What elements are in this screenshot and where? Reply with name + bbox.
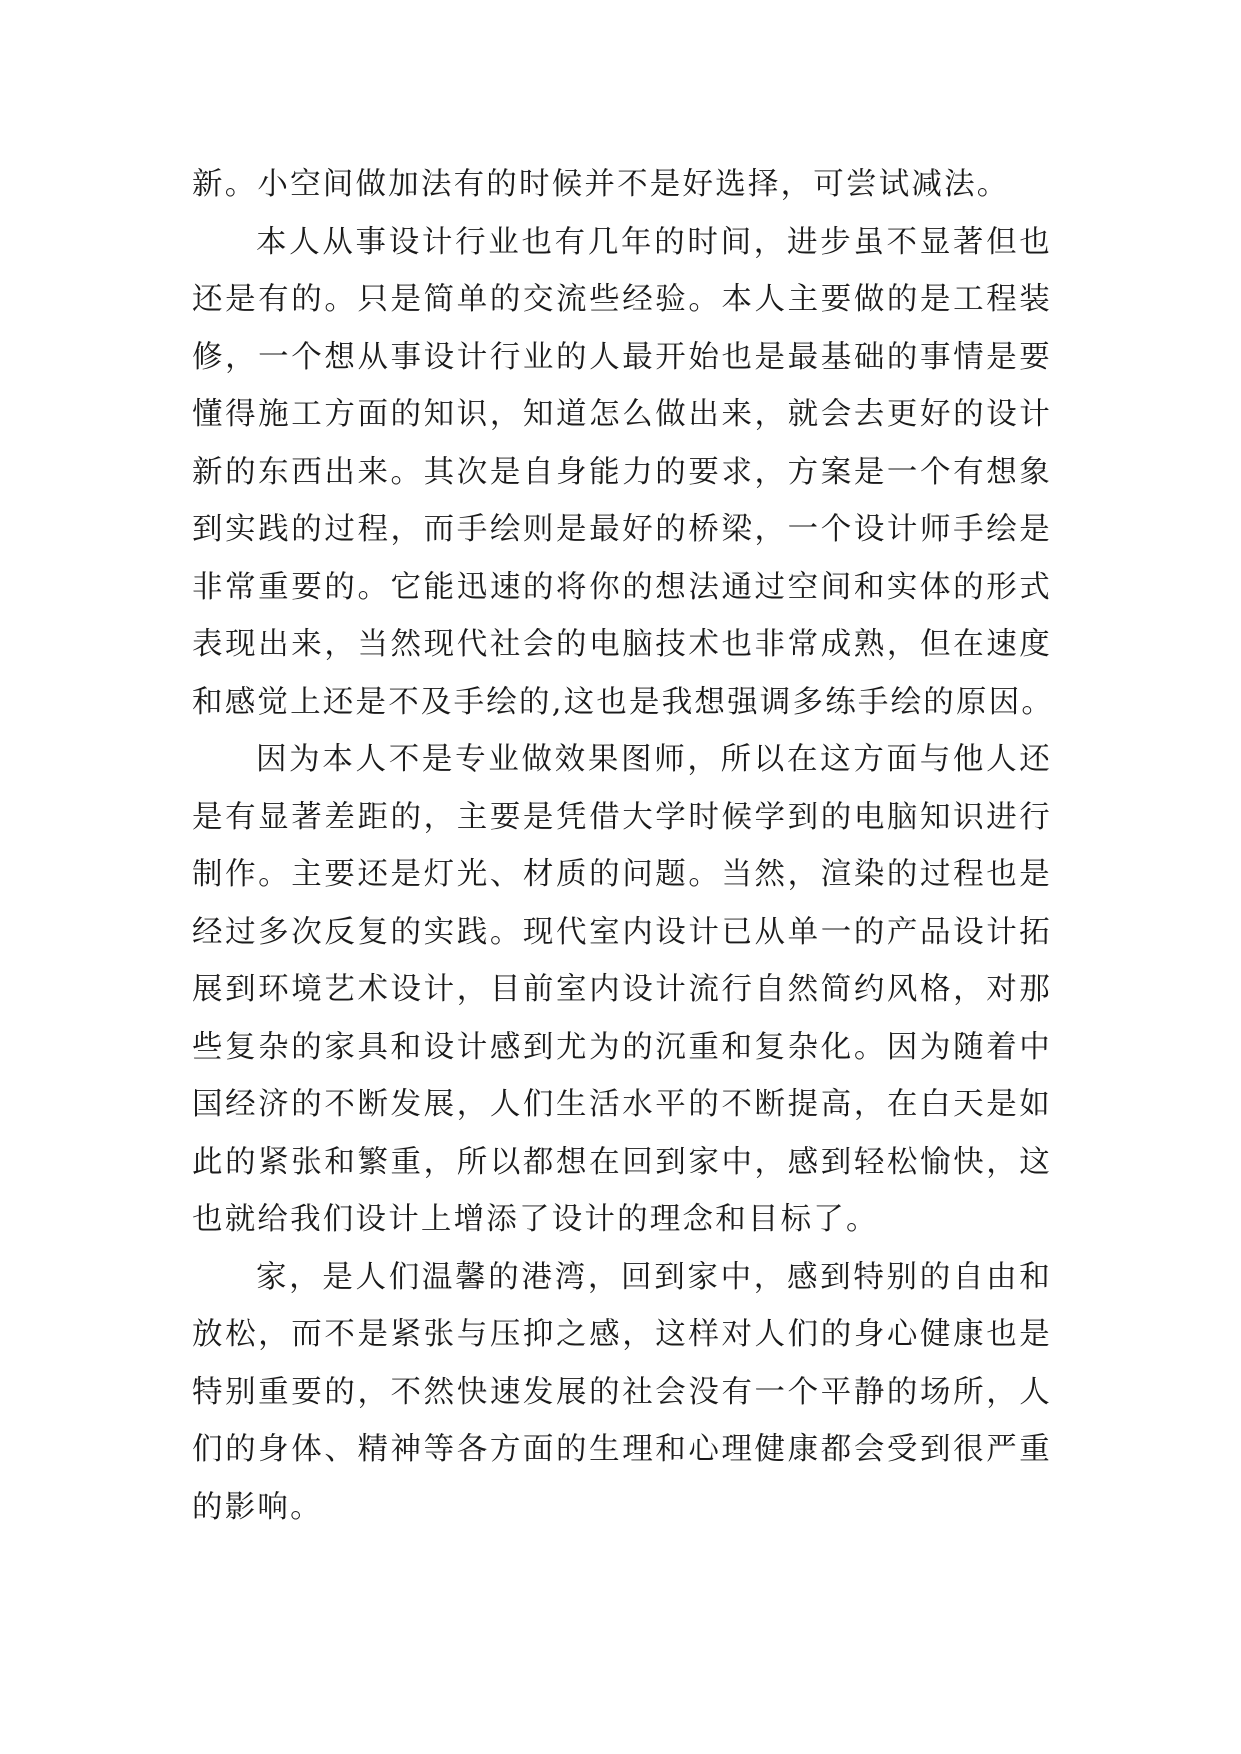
text-line: 到实践的过程，而手绘则是最好的桥梁，一个设计师手绘是 bbox=[192, 512, 1052, 547]
text-line: 的影响。 bbox=[192, 1489, 323, 1525]
text-line: 还是有的。只是简单的交流些经验。本人主要做的是工程装 bbox=[192, 282, 1052, 317]
text-line: 和感觉上还是不及手绘的,这也是我想强调多练手绘的原因。 bbox=[192, 684, 1055, 720]
text-line: 放松，而不是紧张与压抑之感，这样对人们的身心健康也是 bbox=[192, 1317, 1052, 1352]
text-line: 制作。主要还是灯光、材质的问题。当然，渲染的过程也是 bbox=[192, 857, 1052, 892]
text-line: 新的东西出来。其次是自身能力的要求，方案是一个有想象 bbox=[192, 454, 1052, 490]
paragraph-first-line: 本人从事设计行业也有几年的时间，进步虽不显著但也 bbox=[256, 224, 1052, 260]
text-line: 非常重要的。它能迅速的将你的想法通过空间和实体的形式 bbox=[192, 569, 1052, 605]
text-line: 新。小空间做加法有的时候并不是好选择，可尝试减法。 bbox=[192, 167, 1010, 202]
text-line: 此的紧张和繁重，所以都想在回到家中，感到轻松愉快，这 bbox=[192, 1144, 1052, 1180]
text-line: 是有显著差距的，主要是凭借大学时候学到的电脑知识进行 bbox=[192, 799, 1052, 835]
text-line: 们的身体、精神等各方面的生理和心理健康都会受到很严重 bbox=[192, 1432, 1052, 1467]
text-line: 经过多次反复的实践。现代室内设计已从单一的产品设计拓 bbox=[192, 914, 1052, 950]
text-line: 特别重要的，不然快速发展的社会没有一个平静的场所，人 bbox=[192, 1374, 1052, 1410]
text-line: 表现出来，当然现代社会的电脑技术也非常成熟，但在速度 bbox=[192, 627, 1052, 662]
text-line: 国经济的不断发展，人们生活水平的不断提高，在白天是如 bbox=[192, 1087, 1052, 1122]
text-line: 修，一个想从事设计行业的人最开始也是最基础的事情是要 bbox=[192, 339, 1052, 375]
text-line: 展到环境艺术设计，目前室内设计流行自然简约风格，对那 bbox=[192, 972, 1052, 1007]
paragraph-first-line: 家，是人们温馨的港湾，回到家中，感到特别的自由和 bbox=[256, 1259, 1052, 1295]
text-line: 些复杂的家具和设计感到尤为的沉重和复杂化。因为随着中 bbox=[192, 1029, 1052, 1065]
text-line: 懂得施工方面的知识，知道怎么做出来，就会去更好的设计 bbox=[192, 397, 1052, 432]
body-text bbox=[192, 156, 1055, 1536]
paragraph-first-line: 因为本人不是专业做效果图师，所以在这方面与他人还 bbox=[256, 742, 1052, 777]
text-line: 也就给我们设计上增添了设计的理念和目标了。 bbox=[192, 1202, 879, 1237]
